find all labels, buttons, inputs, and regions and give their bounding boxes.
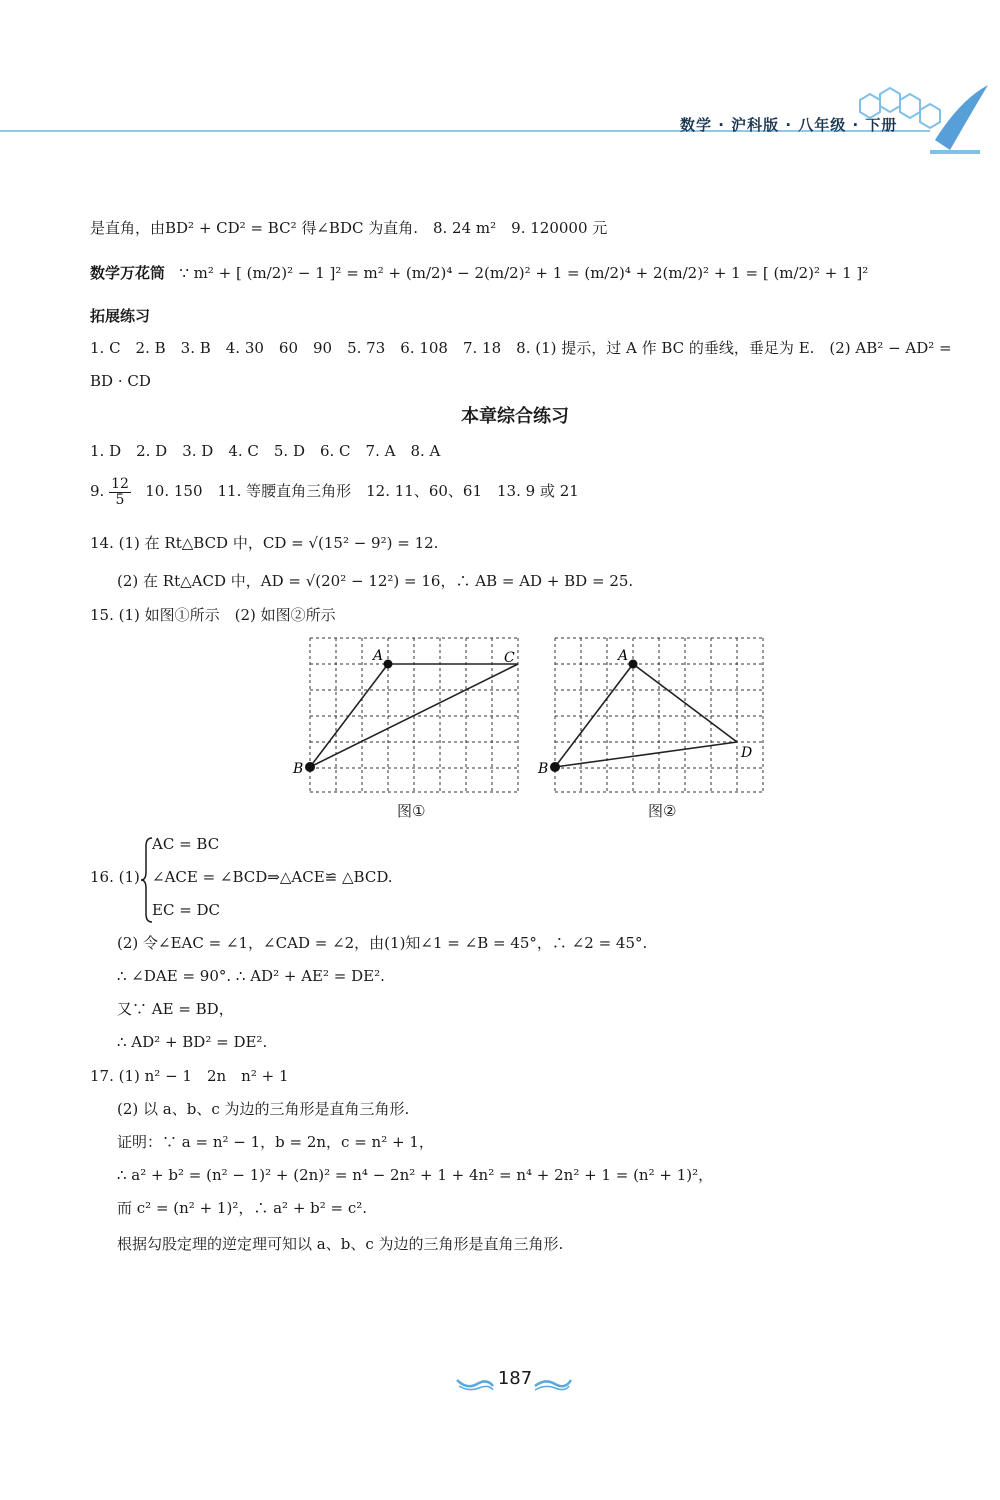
header-hexagon-decoration: [840, 80, 990, 160]
q16-condition-3: EC = DC: [152, 901, 221, 919]
q17-part2-line3: ∴ a² + b² = (n² − 1)² + (2n)² = n⁴ − 2n² + 1 + 4n² = n⁴ + 2n² + 1 = (n² + 1)²，: [117, 1166, 714, 1184]
math-kaleidoscope-formula: ∵ m² + [ (m/2)² − 1 ]² = m² + (m/2)⁴ − 2(m/2)² + 1 = (m/2)⁴ + 2(m/2)² + 1 = [ (m/2)² + 1 ]²: [179, 264, 869, 282]
header-title: 数学 · 沪科版 · 八年级 · 下册: [680, 116, 898, 134]
q9-number: 9.: [90, 482, 105, 500]
q9-fraction-numerator: 12: [111, 475, 129, 492]
answer-line-extension-1: 1. C 2. B 3. B 4. 30 60 90 5. 73 6. 108 7. 18 8. (1) 提示，过 A 作 BC 的垂线，垂足为 E. (2) AB² − AD² =: [90, 339, 952, 357]
q17-part1: 17. (1) n² − 1 2n n² + 1: [90, 1067, 289, 1085]
fig2-label-D: D: [741, 745, 753, 761]
fig1-label-C: C: [504, 650, 515, 666]
math-kaleidoscope-label: 数学万花筒: [90, 264, 166, 282]
fig1-point-B: [305, 762, 315, 772]
extension-exercises-heading: 拓展练习: [90, 307, 151, 325]
page-number: 187: [497, 1368, 533, 1389]
fig2-label-B: B: [538, 761, 549, 777]
math-kaleidoscope-line: [90, 262, 868, 284]
figure-2-grid: [535, 636, 775, 802]
q16-condition-2: ∠ACE = ∠BCD⇒△ACE≌ △BCD.: [152, 868, 393, 886]
fig2-point-A: [629, 660, 638, 669]
answer-line-fill: [90, 474, 579, 508]
answer-line-choice: 1. D 2. D 3. D 4. C 5. D 6. C 7. A 8. A: [90, 442, 441, 460]
fig1-label-A: A: [373, 648, 384, 664]
q16-number: 16. (1): [90, 868, 140, 886]
q9-fraction: [109, 477, 131, 508]
q17-part2-line2: 证明：∵ a = n² − 1，b = 2n，c = n² + 1，: [117, 1133, 434, 1151]
figure-1-grid: [290, 636, 530, 802]
answer-line-1: 是直角，由BD² + CD² = BC² 得∠BDC 为直角. 8. 24 m² 9. 120000 元: [90, 219, 608, 237]
q14-part1: 14. (1) 在 Rt△BCD 中，CD = √(15² − 9²) = 12.: [90, 534, 439, 552]
fill-answers-rest: 10. 150 11. 等腰直角三角形 12. 11、60、61 13. 9 或 21: [145, 482, 579, 500]
page-number-wave-right: [533, 1376, 573, 1392]
q17-part2-line4: 而 c² = (n² + 1)²，∴ a² + b² = c².: [117, 1199, 368, 1217]
q16-part2-line1: (2) 令∠EAC = ∠1，∠CAD = ∠2，由(1)知∠1 = ∠B = 45°，∴ ∠2 = 45°.: [117, 934, 648, 952]
q17-part2-line1: (2) 以 a、b、c 为边的三角形是直角三角形.: [117, 1100, 410, 1118]
q16-part2-line3: 又∵ AE = BD，: [117, 1000, 234, 1018]
q17-part2-line5: 根据勾股定理的逆定理可知以 a、b、c 为边的三角形是直角三角形.: [117, 1235, 564, 1253]
q15-line: 15. (1) 如图①所示 (2) 如图②所示: [90, 606, 336, 624]
q9-fraction-denominator: 5: [115, 491, 125, 508]
q14-part2: (2) 在 Rt△ACD 中，AD = √(20² − 12²) = 16，∴ AB = AD + BD = 25.: [117, 572, 634, 590]
section-title: 本章综合练习: [461, 406, 569, 427]
q16-part2-line4: ∴ AD² + BD² = DE².: [117, 1033, 268, 1051]
q16-condition-1: AC = BC: [152, 835, 220, 853]
fig2-point-B: [550, 762, 560, 772]
fig2-segment-BD: [555, 742, 737, 767]
fig1-point-A: [384, 660, 393, 669]
fig2-label-A: A: [618, 648, 629, 664]
q16-part2-line2: ∴ ∠DAE = 90°. ∴ AD² + AE² = DE².: [117, 967, 385, 985]
answer-line-extension-2: BD · CD: [90, 372, 151, 390]
figure-1-caption: 图①: [397, 802, 426, 820]
figure-2-caption: 图②: [648, 802, 677, 820]
fig1-label-B: B: [293, 761, 304, 777]
